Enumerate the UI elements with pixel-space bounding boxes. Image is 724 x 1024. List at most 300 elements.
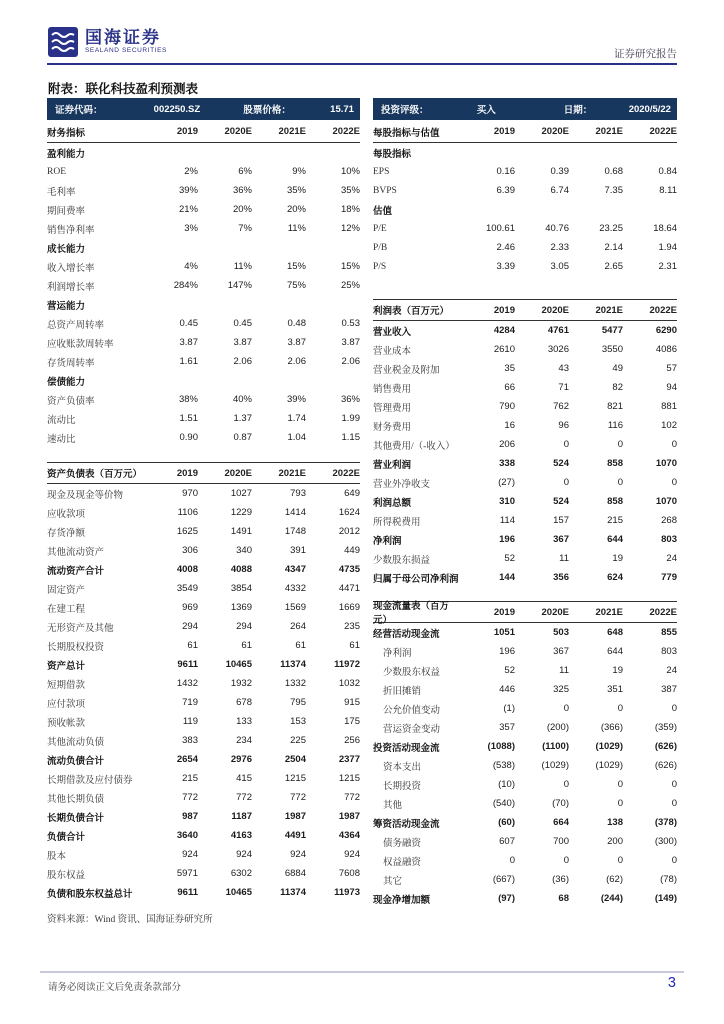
row-label: 应付款项 xyxy=(47,699,86,710)
row-label: P/E xyxy=(373,223,387,234)
cell-value: (244) xyxy=(600,893,623,904)
table-row xyxy=(373,851,677,870)
cell-value: 855 xyxy=(661,627,677,638)
cell-value: 52 xyxy=(504,553,515,564)
cell-value: 61 xyxy=(295,640,306,651)
cell-value: 0.45 xyxy=(179,318,198,329)
sealand-logo-icon xyxy=(48,27,78,57)
cell-value: 294 xyxy=(182,621,198,632)
cell-value: 0.90 xyxy=(179,432,198,443)
cell-value: 49 xyxy=(612,363,623,374)
cell-value: 7% xyxy=(238,223,252,234)
cell-value: 1.04 xyxy=(287,432,306,443)
row-label: 营业外净收支 xyxy=(373,479,431,490)
cell-value: (359) xyxy=(654,722,677,733)
row-label: 营运能力 xyxy=(47,301,86,312)
cell-value: 607 xyxy=(499,836,515,847)
forecast-tables xyxy=(47,98,677,925)
cell-value: 3.87 xyxy=(233,337,252,348)
cell-value: 119 xyxy=(182,716,198,727)
cell-value: 2377 xyxy=(338,754,360,765)
row-label: 无形资产及其他 xyxy=(47,623,114,634)
info-bar xyxy=(47,98,360,120)
date-label: 日期： xyxy=(563,105,593,116)
cell-value: 7.35 xyxy=(604,185,623,196)
cell-value: 39% xyxy=(286,394,306,405)
cell-value: 234 xyxy=(236,735,252,746)
cell-value: (300) xyxy=(654,836,677,847)
cell-value: 0 xyxy=(617,703,623,714)
cell-value: 772 xyxy=(344,792,360,803)
cell-value: 1051 xyxy=(493,627,515,638)
row-label: 营业税金及附加 xyxy=(373,365,440,376)
cell-value: 0 xyxy=(617,798,623,809)
table-row xyxy=(47,636,360,655)
table-row xyxy=(373,832,677,851)
cell-value: 790 xyxy=(499,401,515,412)
row-label: 其他长期负债 xyxy=(47,794,105,805)
cell-value: 924 xyxy=(290,849,306,860)
cell-value: 0.84 xyxy=(658,166,677,177)
row-label: 财务费用 xyxy=(373,422,412,433)
cell-value: 0 xyxy=(617,779,623,790)
table-row xyxy=(47,333,360,352)
table-row xyxy=(373,359,677,378)
year-column-header: 2021E xyxy=(278,467,306,479)
year-column-header: 2022E xyxy=(649,606,677,618)
cell-value: 75% xyxy=(286,280,306,291)
cell-value: 11374 xyxy=(280,887,306,898)
cell-value: 157 xyxy=(553,515,569,526)
cell-value: 138 xyxy=(607,817,623,828)
year-column-header: 2019 xyxy=(493,304,515,316)
cell-value: 649 xyxy=(344,488,360,499)
table-header-row xyxy=(373,601,677,626)
cell-value: 3% xyxy=(184,223,198,234)
cell-value: 356 xyxy=(553,572,569,583)
cell-value: 310 xyxy=(499,496,515,507)
row-label: 利润增长率 xyxy=(47,282,95,293)
cell-value: 147% xyxy=(227,280,252,291)
cell-value: 881 xyxy=(661,401,677,412)
cell-value: 3854 xyxy=(230,583,252,594)
table-row xyxy=(47,352,360,371)
row-label: 股东权益 xyxy=(47,870,86,881)
table-row xyxy=(373,435,677,454)
cell-value: 795 xyxy=(290,697,306,708)
cell-value: 306 xyxy=(182,545,198,556)
row-label: 期间费率 xyxy=(47,206,86,217)
table-header-row xyxy=(373,299,677,321)
year-column-header: 2019 xyxy=(493,126,515,137)
cell-value: 4% xyxy=(184,261,198,272)
cell-value: (62) xyxy=(606,874,623,885)
cell-value: 3.87 xyxy=(179,337,198,348)
cell-value: 1027 xyxy=(230,488,252,499)
cell-value: 4332 xyxy=(284,583,306,594)
row-label: 总资产周转率 xyxy=(47,320,105,331)
cell-value: 664 xyxy=(553,817,569,828)
row-label: 债务融资 xyxy=(383,838,422,849)
cell-value: (1088) xyxy=(487,741,515,752)
cell-value: 144 xyxy=(499,572,515,583)
cell-value: 0 xyxy=(671,477,677,488)
cell-value: 3550 xyxy=(601,344,623,355)
info-bar xyxy=(373,98,677,120)
cell-value: 18% xyxy=(340,204,360,215)
table-row xyxy=(373,623,677,642)
cell-value: 803 xyxy=(661,534,677,545)
cell-value: 719 xyxy=(182,697,198,708)
table-row xyxy=(373,397,677,416)
cell-value: 268 xyxy=(661,515,677,526)
cell-value: (97) xyxy=(498,893,515,904)
row-label: 长期投资 xyxy=(383,781,422,792)
page-header xyxy=(48,27,677,63)
cell-value: 351 xyxy=(607,684,623,695)
cell-value: 383 xyxy=(182,735,198,746)
row-label: 销售净利率 xyxy=(47,225,95,236)
cell-value: 9% xyxy=(292,166,306,177)
row-label: 流动比 xyxy=(47,415,76,426)
left-table-column xyxy=(47,98,360,925)
row-label: 其他流动资产 xyxy=(47,547,105,558)
table-row xyxy=(373,321,677,340)
row-label: 营业成本 xyxy=(373,346,412,357)
cell-value: 772 xyxy=(290,792,306,803)
cell-value: 987 xyxy=(182,811,198,822)
source-note: 资料来源：Wind 资讯、国海证券研究所 xyxy=(47,915,213,925)
stock-code-label: 证券代码： xyxy=(55,105,103,116)
row-label: 资本支出 xyxy=(383,762,422,773)
cell-value: 1.94 xyxy=(658,242,677,253)
cell-value: 648 xyxy=(607,627,623,638)
table-row xyxy=(47,845,360,864)
cell-value: 0 xyxy=(563,855,569,866)
cell-value: (626) xyxy=(654,760,677,771)
row-label: 毛利率 xyxy=(47,187,76,198)
cell-value: (36) xyxy=(552,874,569,885)
table-row xyxy=(373,775,677,794)
cell-value: 1.74 xyxy=(287,413,306,424)
cell-value: 1106 xyxy=(177,507,198,518)
cell-value: 0.45 xyxy=(233,318,252,329)
table-row xyxy=(47,731,360,750)
table-row xyxy=(47,750,360,769)
cell-value: 2% xyxy=(184,166,198,177)
cell-value: 35 xyxy=(504,363,515,374)
cell-value: (200) xyxy=(546,722,569,733)
cell-value: 1187 xyxy=(231,811,252,822)
table-title: 利润表（百万元） xyxy=(373,307,450,317)
cell-value: 2504 xyxy=(284,754,306,765)
cell-value: 1070 xyxy=(655,458,677,469)
cell-value: 924 xyxy=(182,849,198,860)
cell-value: 36% xyxy=(232,185,252,196)
cell-value: 3549 xyxy=(176,583,198,594)
cell-value: 0 xyxy=(671,855,677,866)
cell-value: 225 xyxy=(290,735,306,746)
table-row xyxy=(47,390,360,409)
year-column-header: 2020E xyxy=(224,467,252,479)
cell-value: 1332 xyxy=(284,678,306,689)
cell-value: 256 xyxy=(344,735,360,746)
cell-value: (538) xyxy=(492,760,515,771)
cell-value: 4284 xyxy=(493,325,515,336)
cell-value: 2654 xyxy=(176,754,198,765)
cell-value: 624 xyxy=(607,572,623,583)
brand-name-cn: 国海证券 xyxy=(85,28,161,47)
row-label: 负债和股东权益总计 xyxy=(47,889,133,900)
cell-value: 6290 xyxy=(655,325,677,336)
table-row xyxy=(373,416,677,435)
cell-value: 2.14 xyxy=(604,242,623,253)
cell-value: (70) xyxy=(552,798,569,809)
cell-value: 0 xyxy=(617,477,623,488)
row-label: 营业收入 xyxy=(373,327,412,338)
row-label: 销售费用 xyxy=(373,384,412,395)
cell-value: 2.33 xyxy=(550,242,569,253)
cell-value: 2.65 xyxy=(604,261,623,272)
row-label: 资产总计 xyxy=(47,661,86,672)
cell-value: 4761 xyxy=(547,325,569,336)
cell-value: 11972 xyxy=(334,659,360,670)
header-divider xyxy=(47,63,677,65)
cell-value: 1070 xyxy=(655,496,677,507)
cell-value: 38% xyxy=(178,394,198,405)
table-title: 财务指标 xyxy=(47,128,86,139)
cell-value: 8.11 xyxy=(659,185,677,196)
cell-value: 0.39 xyxy=(550,166,569,177)
row-label: 速动比 xyxy=(47,434,76,445)
row-label: 存货净额 xyxy=(47,528,86,539)
cell-value: 4347 xyxy=(284,564,306,575)
cell-value: 1491 xyxy=(230,526,252,537)
table-row xyxy=(373,219,677,238)
row-label: 经营活动现金流 xyxy=(373,629,440,640)
table-row xyxy=(47,693,360,712)
table-row xyxy=(373,680,677,699)
cell-value: 66 xyxy=(504,382,515,393)
cell-value: 1987 xyxy=(284,811,306,822)
table-row xyxy=(373,378,677,397)
table-row xyxy=(373,756,677,775)
table-row xyxy=(373,162,677,181)
cell-value: 40.76 xyxy=(545,223,569,234)
cell-value: 2.06 xyxy=(233,356,252,367)
date-value: 2020/5/22 xyxy=(628,103,671,115)
row-label: P/B xyxy=(373,242,388,253)
cell-value: 367 xyxy=(553,534,569,545)
table-row xyxy=(373,238,677,257)
page-number: 3 xyxy=(667,975,676,991)
cell-value: 18.64 xyxy=(653,223,677,234)
cell-value: 11374 xyxy=(280,659,306,670)
cell-value: 2610 xyxy=(493,344,515,355)
cell-value: 39% xyxy=(178,185,198,196)
table-row xyxy=(373,737,677,756)
cell-value: 36% xyxy=(340,394,360,405)
cell-value: 367 xyxy=(553,646,569,657)
table-row xyxy=(47,788,360,807)
cell-value: 3.05 xyxy=(550,261,569,272)
footer-divider xyxy=(40,971,684,973)
year-column-header: 2022E xyxy=(649,126,677,137)
row-label: 归属于母公司净利润 xyxy=(373,574,459,585)
cell-value: 762 xyxy=(553,401,569,412)
row-label: 营业利润 xyxy=(373,460,412,471)
cell-value: 0 xyxy=(509,855,515,866)
cell-value: 2.06 xyxy=(341,356,360,367)
row-label: 折旧摊销 xyxy=(383,686,422,697)
row-label: 流动资产合计 xyxy=(47,566,105,577)
cell-value: 1625 xyxy=(176,526,198,537)
brand-name-en: SEALAND SECURITIES xyxy=(85,47,167,54)
table-row xyxy=(47,219,360,238)
row-label: 公允价值变动 xyxy=(383,705,441,716)
stock-code-value: 002250.SZ xyxy=(153,103,201,115)
row-label: ROE xyxy=(47,166,66,177)
year-column-header: 2022E xyxy=(332,467,360,479)
report-type-label: 证券研究报告 xyxy=(614,49,677,60)
cell-value: 24 xyxy=(666,665,677,676)
cell-value: 215 xyxy=(607,515,623,526)
cell-value: 0 xyxy=(671,798,677,809)
table-row xyxy=(47,238,360,257)
cell-value: 6302 xyxy=(230,868,252,879)
cell-value: 52 xyxy=(504,665,515,676)
table-row xyxy=(47,314,360,333)
cell-value: 1987 xyxy=(338,811,360,822)
cell-value: 61 xyxy=(187,640,198,651)
table-row xyxy=(47,541,360,560)
table-row xyxy=(47,371,360,390)
table-row xyxy=(373,340,677,359)
cell-value: 11% xyxy=(287,223,306,234)
row-label: 少数股东权益 xyxy=(383,667,441,678)
row-label: 资产负债率 xyxy=(47,396,95,407)
year-column-header: 2021E xyxy=(595,606,623,618)
cell-value: 924 xyxy=(236,849,252,860)
cell-value: 215 xyxy=(182,773,198,784)
row-label: 应收账款周转率 xyxy=(47,339,114,350)
cell-value: 235 xyxy=(344,621,360,632)
cell-value: 924 xyxy=(344,849,360,860)
cell-value: 116 xyxy=(607,420,623,431)
table-row xyxy=(373,870,677,889)
table-row xyxy=(47,769,360,788)
cell-value: 524 xyxy=(553,496,569,507)
cell-value: 102 xyxy=(661,420,677,431)
cell-value: 284% xyxy=(173,280,198,291)
cell-value: 3.87 xyxy=(287,337,306,348)
cell-value: 1569 xyxy=(284,602,306,613)
cell-value: 15% xyxy=(286,261,306,272)
page-title: 附表：联化科技盈利预测表 xyxy=(48,82,199,96)
row-label: 少数股东损益 xyxy=(373,555,431,566)
cell-value: (149) xyxy=(654,893,677,904)
year-column-header: 2020E xyxy=(541,606,569,618)
table-row xyxy=(373,549,677,568)
row-label: 其它 xyxy=(383,876,403,887)
row-label: 预收帐款 xyxy=(47,718,86,729)
table-row xyxy=(47,617,360,636)
cell-value: 2.06 xyxy=(287,356,306,367)
cell-value: 10465 xyxy=(225,659,252,670)
cell-value: (60) xyxy=(498,817,515,828)
row-label: 每股指标 xyxy=(373,149,412,160)
cell-value: 3.39 xyxy=(496,261,515,272)
cell-value: 700 xyxy=(553,836,569,847)
cell-value: (10) xyxy=(498,779,515,790)
cell-value: 9611 xyxy=(177,887,198,898)
cell-value: 821 xyxy=(607,401,623,412)
row-label: 现金净增加额 xyxy=(373,895,431,906)
row-label: 长期负债合计 xyxy=(47,813,105,824)
cell-value: 915 xyxy=(344,697,360,708)
cell-value: 10465 xyxy=(225,887,252,898)
row-label: 在建工程 xyxy=(47,604,86,615)
year-column-header: 2021E xyxy=(595,126,623,137)
table-header-row xyxy=(47,121,360,143)
cell-value: (78) xyxy=(660,874,677,885)
row-label: 净利润 xyxy=(373,536,402,547)
table-title: 现金流量表（百万元） xyxy=(373,602,450,626)
cell-value: 1.51 xyxy=(179,413,198,424)
row-label: 投资活动现金流 xyxy=(373,743,440,754)
cell-value: 415 xyxy=(236,773,252,784)
row-label: 成长能力 xyxy=(47,244,86,255)
table-row xyxy=(47,276,360,295)
cell-value: 970 xyxy=(182,488,198,499)
cell-value: 175 xyxy=(344,716,360,727)
cell-value: 96 xyxy=(558,420,569,431)
cell-value: 3026 xyxy=(547,344,569,355)
cell-value: 19 xyxy=(612,665,623,676)
row-label: 长期股权投资 xyxy=(47,642,105,653)
row-label: 权益融资 xyxy=(383,857,422,868)
cell-value: 20% xyxy=(286,204,306,215)
year-column-header: 2021E xyxy=(595,304,623,316)
cell-value: 779 xyxy=(661,572,677,583)
cell-value: 1369 xyxy=(230,602,252,613)
row-label: 估值 xyxy=(373,206,393,217)
table-row xyxy=(47,655,360,674)
cell-value: 357 xyxy=(499,722,515,733)
table-row xyxy=(373,794,677,813)
cell-value: 61 xyxy=(241,640,252,651)
cell-value: 1229 xyxy=(230,507,252,518)
table-row xyxy=(47,409,360,428)
table-row xyxy=(47,484,360,503)
row-label: 长期借款及应付债券 xyxy=(47,775,133,786)
cell-value: 264 xyxy=(290,621,306,632)
cell-value: 1624 xyxy=(338,507,360,518)
table-row xyxy=(373,699,677,718)
cell-value: 0 xyxy=(671,439,677,450)
cell-value: 5971 xyxy=(176,868,198,879)
cell-value: 196 xyxy=(499,534,515,545)
cell-value: 133 xyxy=(236,716,252,727)
cell-value: (1029) xyxy=(541,760,569,771)
cell-value: 24 xyxy=(666,553,677,564)
cell-value: 196 xyxy=(499,646,515,657)
row-label: 固定资产 xyxy=(47,585,86,596)
cell-value: 644 xyxy=(607,646,623,657)
cell-value: 793 xyxy=(290,488,306,499)
cell-value: 3640 xyxy=(176,830,198,841)
cell-value: 0.68 xyxy=(604,166,623,177)
